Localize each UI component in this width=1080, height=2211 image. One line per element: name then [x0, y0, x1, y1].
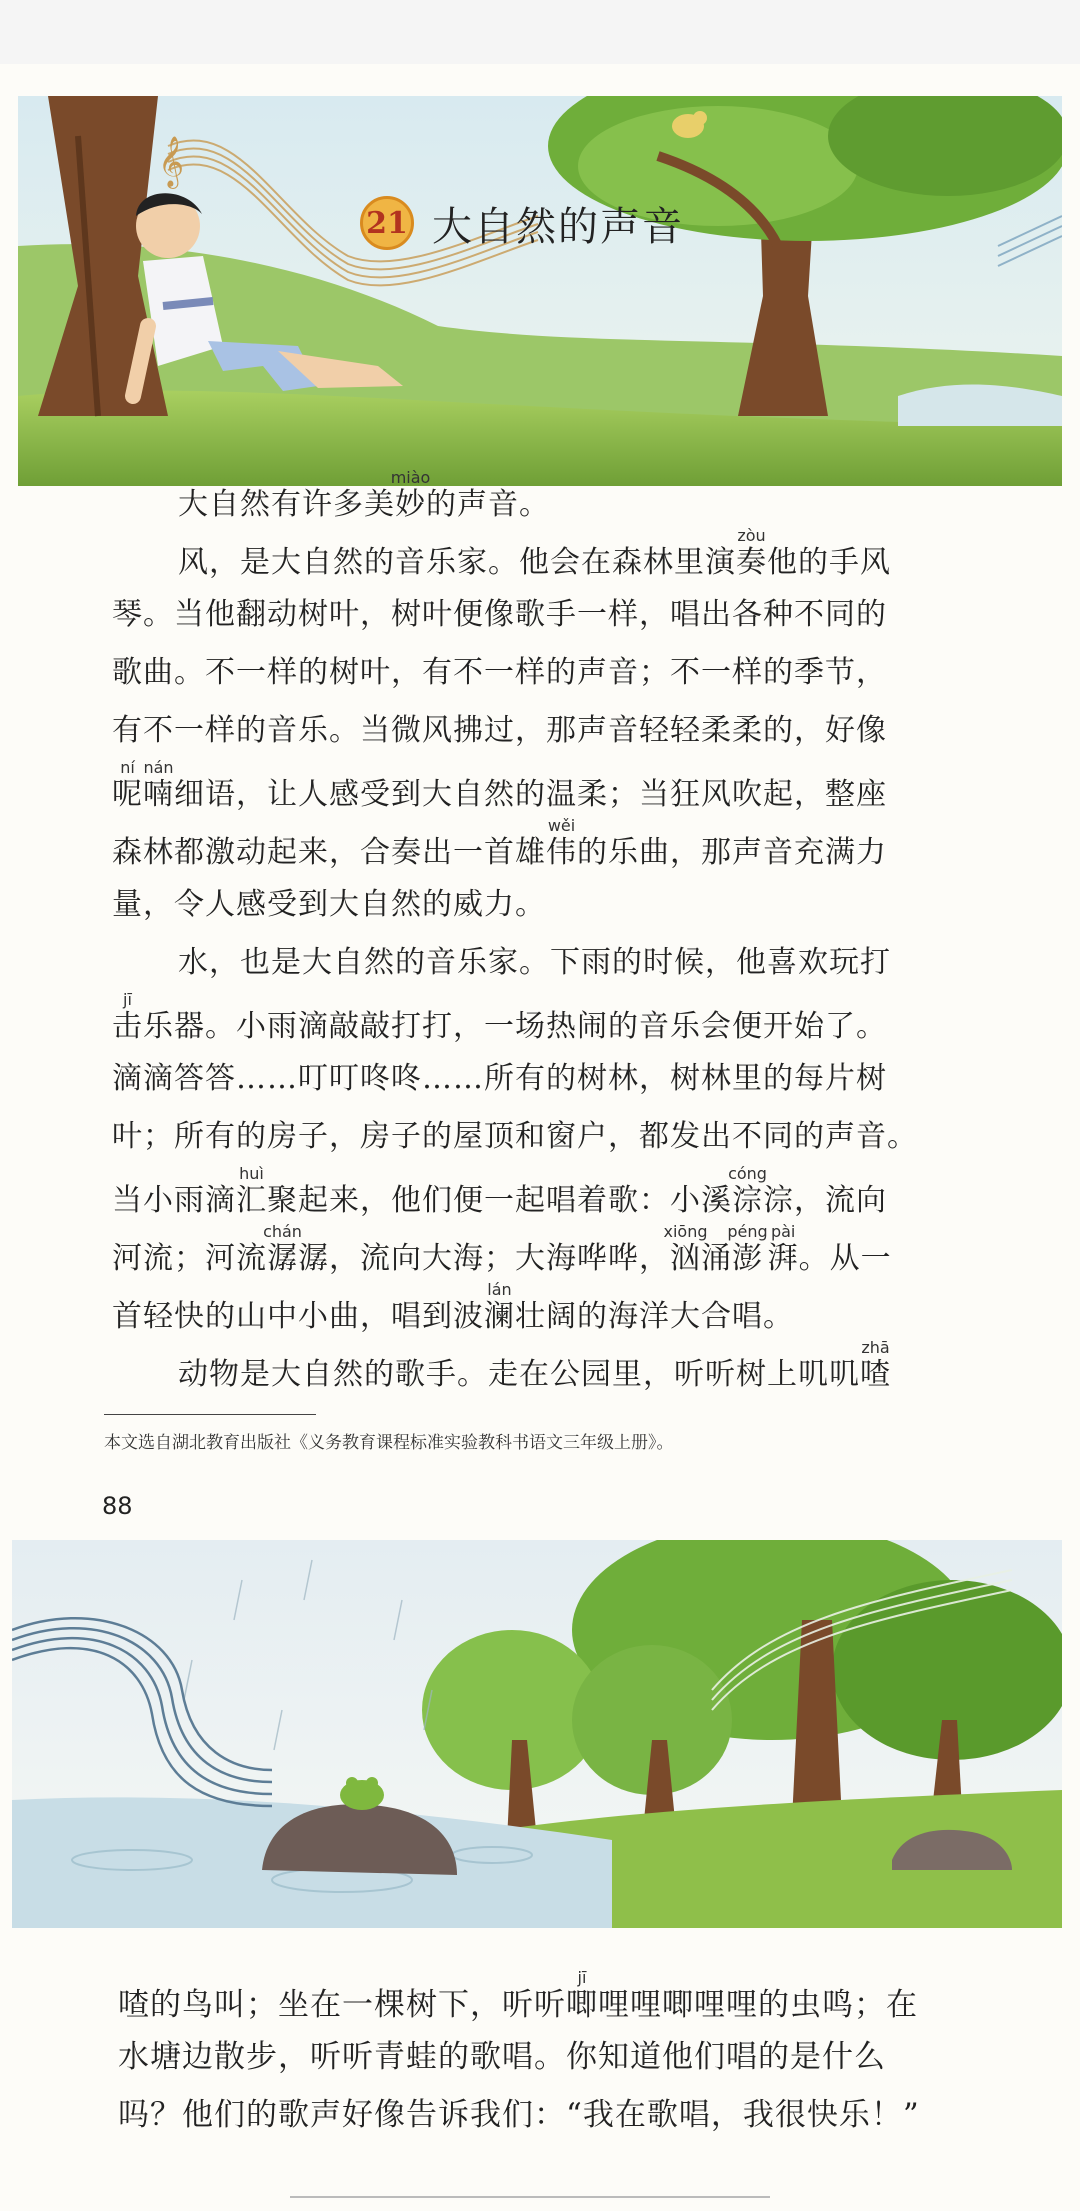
- lesson-title: 大自然的声音: [432, 203, 684, 250]
- annotated-char: 呢: [112, 777, 143, 812]
- text-segment: 叶；所有的房子，房子的屋顶和窗户，都发出不同的声音。: [112, 1119, 918, 1154]
- text-segment: 涌: [701, 1241, 732, 1276]
- pinyin: jī: [566, 1968, 598, 1987]
- text-line: [112, 934, 950, 992]
- text-segment: 喳的鸟叫；坐在一棵树下，听听: [118, 1987, 566, 2023]
- annotated-char: 伟: [546, 835, 577, 870]
- pinyin: miào: [390, 468, 431, 487]
- text-line: [112, 644, 950, 702]
- pinyin: wěi: [546, 816, 577, 835]
- text-segment: 哩哩唧哩哩的虫鸣；在: [598, 1987, 918, 2023]
- annotated-char: 淙: [728, 1183, 767, 1218]
- body-text-bottom: [118, 1970, 978, 2144]
- text-segment: 森林都激动起来，合奏出一首雄: [112, 835, 546, 870]
- text-segment: 壮阔的海洋大合唱。: [515, 1299, 794, 1334]
- annotated-char: 喳: [860, 1357, 891, 1392]
- pinyin-annotated-char: [112, 758, 143, 812]
- annotated-char: 击: [112, 1009, 143, 1044]
- pinyin: cóng: [728, 1164, 767, 1183]
- text-line: [118, 1970, 978, 2028]
- text-segment: 吗？他们的歌声好像告诉我们：“我在歌唱，我很快乐！”: [118, 2097, 920, 2133]
- text-segment: 河流；河流: [112, 1241, 267, 1276]
- footnote: 本文选自湖北教育出版社《义务教育课程标准实验教科书语文三年级上册》。: [104, 1433, 674, 1453]
- pinyin-annotated-char: [663, 1222, 708, 1276]
- lesson-heading: [360, 192, 684, 254]
- text-segment: 水，也是大自然的音乐家。下雨的时候，他喜欢玩打: [178, 945, 891, 980]
- pinyin-annotated-char: [236, 1164, 267, 1218]
- annotated-char: 妙: [390, 487, 431, 522]
- annotated-char: 澜: [484, 1299, 515, 1334]
- page-number: 88: [102, 1492, 133, 1520]
- pinyin: ní: [112, 758, 143, 777]
- pinyin-annotated-char: [767, 1222, 799, 1276]
- pinyin-annotated-char: [390, 468, 431, 522]
- annotated-char: 唧: [566, 1987, 598, 2023]
- header-illustration: [18, 96, 1062, 486]
- text-segment: 动物是大自然的歌手。走在公园里，听听树上叽叽: [178, 1357, 860, 1392]
- footnote-rule: [104, 1414, 316, 1415]
- text-line: [112, 1282, 950, 1340]
- text-line: [112, 470, 950, 528]
- pinyin-annotated-char: [736, 526, 767, 580]
- text-segment: 他的手风: [767, 545, 891, 580]
- pinyin: xiōng: [663, 1222, 708, 1241]
- pinyin-annotated-char: [860, 1338, 891, 1392]
- text-segment: 细语，让人感受到大自然的温柔；当狂风吹起，整座: [174, 777, 887, 812]
- text-line: [112, 876, 950, 934]
- boy-under-tree-illustration: [18, 96, 1062, 486]
- text-line: [112, 1340, 950, 1398]
- text-line: [112, 760, 950, 818]
- lesson-number-badge: 21: [360, 196, 414, 250]
- pinyin: zhā: [860, 1338, 891, 1357]
- text-segment: 的声音。: [426, 487, 550, 522]
- text-segment: 聚起来，他们便一起唱着歌：小溪: [267, 1183, 732, 1218]
- body-text-top: [112, 470, 950, 1398]
- pinyin-annotated-char: [263, 1222, 302, 1276]
- text-line: [112, 818, 950, 876]
- text-segment: 大自然有许多美: [178, 487, 395, 522]
- annotated-char: 奏: [736, 545, 767, 580]
- annotated-char: 澎: [727, 1241, 768, 1276]
- text-segment: 首轻快的山中小曲，唱到波: [112, 1299, 484, 1334]
- top-margin: [0, 0, 1080, 64]
- text-line: [112, 992, 950, 1050]
- text-segment: 的乐曲，那声音充满力: [577, 835, 887, 870]
- text-segment: 。从一: [798, 1241, 892, 1276]
- text-line: [112, 1108, 950, 1166]
- pinyin: nán: [143, 758, 174, 777]
- pinyin-annotated-char: [727, 1222, 768, 1276]
- pinyin: zòu: [736, 526, 767, 545]
- text-line: [112, 528, 950, 586]
- text-line: [118, 2028, 978, 2086]
- annotated-char: 湃: [767, 1241, 799, 1276]
- pinyin-annotated-char: [143, 758, 174, 812]
- pinyin: huì: [236, 1164, 267, 1183]
- annotated-char: 潺: [263, 1241, 302, 1276]
- text-segment: 当小雨滴: [112, 1183, 236, 1218]
- pinyin: pài: [767, 1222, 799, 1241]
- text-line: [112, 1224, 950, 1282]
- text-segment: 滴滴答答……叮叮咚咚……所有的树林，树林里的每片树: [112, 1061, 887, 1096]
- text-segment: 琴。当他翻动树叶，树叶便像歌手一样，唱出各种不同的: [112, 597, 887, 632]
- pinyin-annotated-char: [546, 816, 577, 870]
- text-segment: 歌曲。不一样的树叶，有不一样的声音；不一样的季节，: [112, 655, 887, 690]
- text-line: [118, 2086, 978, 2144]
- bottom-decoration: [290, 2196, 770, 2198]
- text-line: [112, 586, 950, 644]
- pinyin: lán: [484, 1280, 515, 1299]
- pinyin-annotated-char: [728, 1164, 767, 1218]
- text-line: [112, 1166, 950, 1224]
- annotated-char: 喃: [143, 777, 174, 812]
- text-segment: 有不一样的音乐。当微风拂过，那声音轻轻柔柔的，好像: [112, 713, 887, 748]
- pinyin: jī: [112, 990, 143, 1009]
- svg-text:𝄞: 𝄞: [158, 136, 185, 187]
- text-segment: 淙，流向: [763, 1183, 887, 1218]
- pinyin-annotated-char: [566, 1968, 598, 2023]
- pinyin: chán: [263, 1222, 302, 1241]
- text-segment: 潺，流向大海；大海哗哗，: [298, 1241, 670, 1276]
- text-segment: 风，是大自然的音乐家。他会在森林里演: [178, 545, 736, 580]
- text-segment: 水塘边散步，听听青蛙的歌唱。你知道他们唱的是什么: [118, 2039, 886, 2075]
- annotated-char: 汹: [663, 1241, 708, 1276]
- text-line: [112, 1050, 950, 1108]
- text-line: [112, 702, 950, 760]
- annotated-char: 汇: [236, 1183, 267, 1218]
- pinyin-annotated-char: [112, 990, 143, 1044]
- frog-in-rain-illustration: [12, 1540, 1062, 1928]
- text-segment: 量，令人感受到大自然的威力。: [112, 887, 546, 922]
- rain-illustration: [12, 1540, 1062, 1928]
- pinyin-annotated-char: [484, 1280, 515, 1334]
- text-segment: 乐器。小雨滴敲敲打打，一场热闹的音乐会便开始了。: [143, 1009, 887, 1044]
- pinyin: péng: [727, 1222, 768, 1241]
